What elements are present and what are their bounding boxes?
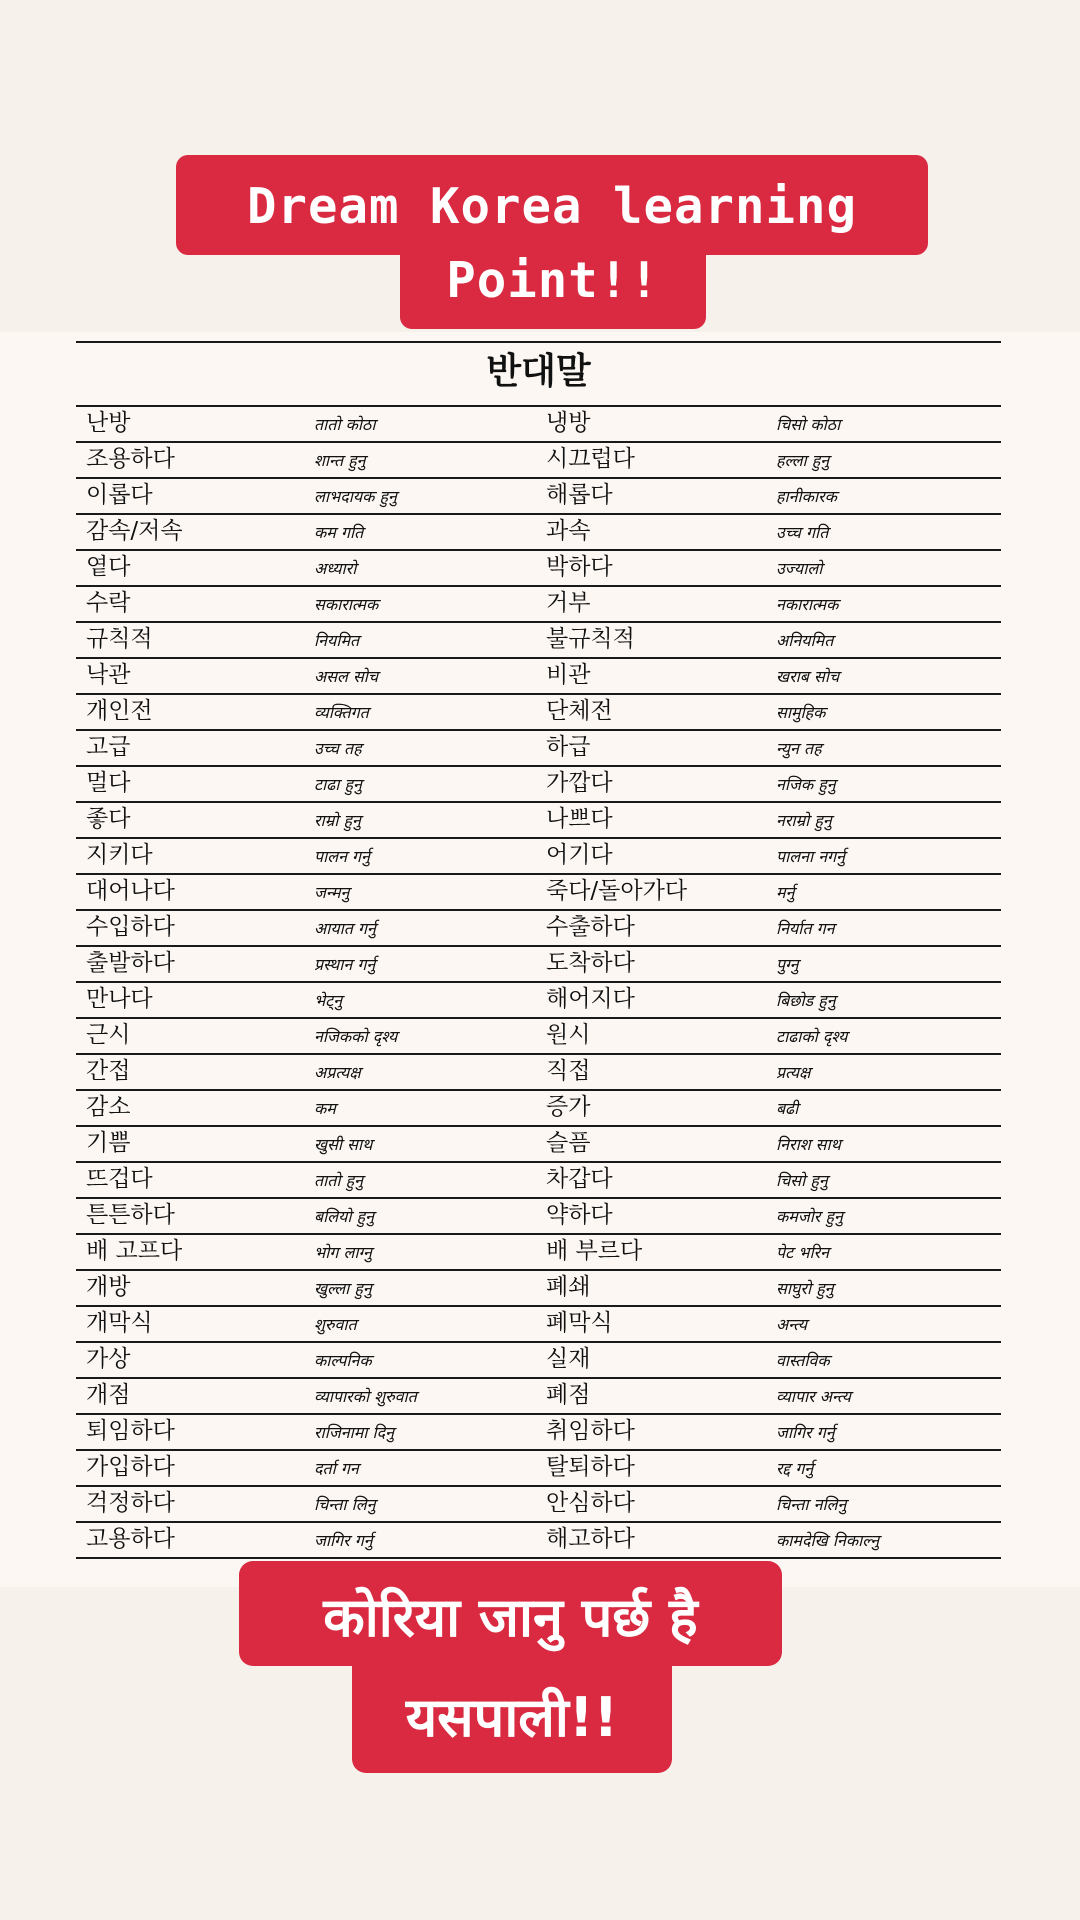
nepali-antonym-meaning: निराश साथ [776,1135,841,1154]
korean-word: 고급 [86,734,131,760]
table-row [76,839,1001,875]
nepali-meaning: उच्च तह [314,739,362,758]
nepali-meaning: बलियो हुनु [314,1207,375,1226]
nepali-meaning: अप्रत्यक्ष [314,1063,361,1082]
korean-antonym: 해고하다 [546,1526,635,1552]
nepali-meaning: कम गति [314,523,364,542]
nepali-meaning: नियमित [314,631,360,650]
korean-word: 뜨겁다 [86,1166,153,1192]
nepali-meaning: जन्मनु [314,883,350,902]
korean-word: 기쁨 [86,1130,131,1156]
table-row [76,1163,1001,1199]
korean-word: 가상 [86,1346,131,1372]
korean-antonym: 비관 [546,662,591,688]
nepali-antonym-meaning: रद्द गर्नु [776,1459,814,1478]
table-row [76,767,1001,803]
nepali-antonym-meaning: व्यापार अन्त्य [776,1387,851,1406]
nepali-meaning: नजिकको दृश्य [314,1027,398,1046]
nepali-meaning: पालन गर्नु [314,847,370,866]
table-row [76,1271,1001,1307]
table-row [76,947,1001,983]
table-row [76,983,1001,1019]
footer-text-line1: कोरिया जानु पर्छ है [323,1586,698,1649]
nepali-meaning: भोग लाग्नु [314,1243,372,1262]
nepali-antonym-meaning: हानीकारक [776,487,837,506]
nepali-antonym-meaning: कमजोर हुनु [776,1207,843,1226]
nepali-meaning: जागिर गर्नु [314,1531,373,1550]
korean-antonym: 시끄럽다 [546,446,635,472]
korean-antonym: 배 부르다 [546,1238,643,1264]
table-title: 반대말 [76,343,1001,407]
table-row [76,1451,1001,1487]
table-row [76,731,1001,767]
nepali-antonym-meaning: बढी [776,1099,799,1118]
korean-antonym: 해어지다 [546,986,635,1012]
table-row [76,911,1001,947]
korean-antonym: 냉방 [546,410,591,436]
header-title-line1: Dream Korea learning [246,178,857,235]
korean-antonym: 슬픔 [546,1130,591,1156]
nepali-antonym-meaning: नजिक हुनु [776,775,836,794]
nepali-antonym-meaning: पुग्नु [776,955,799,974]
korean-word: 수입하다 [86,914,175,940]
korean-antonym: 불규칙적 [546,626,635,652]
korean-word: 간접 [86,1058,131,1084]
korean-antonym: 하급 [546,734,591,760]
nepali-meaning: खुसी साथ [314,1135,373,1154]
table-row [76,1235,1001,1271]
korean-antonym: 수출하다 [546,914,635,940]
table-row [76,1487,1001,1523]
nepali-antonym-meaning: सामुहिक [776,703,826,722]
korean-word: 조용하다 [86,446,175,472]
korean-word: 출발하다 [86,950,175,976]
table-row [76,659,1001,695]
nepali-meaning: टाढा हुनु [314,775,362,794]
korean-word: 가입하다 [86,1454,175,1480]
nepali-meaning: चिन्ता लिनु [314,1495,376,1514]
korean-antonym: 도착하다 [546,950,635,976]
nepali-meaning: सकारात्मक [314,595,379,614]
table-row [76,551,1001,587]
korean-antonym: 거부 [546,590,591,616]
korean-word: 개점 [86,1382,131,1408]
nepali-antonym-meaning: खराब सोच [776,667,840,686]
nepali-antonym-meaning: अन्त्य [776,1315,808,1334]
korean-word: 멀다 [86,770,131,796]
korean-word: 규칙적 [86,626,153,652]
nepali-antonym-meaning: साघुरो हुनु [776,1279,834,1298]
nepali-antonym-meaning: टाढाको दृश्य [776,1027,848,1046]
nepali-antonym-meaning: चिसो कोठा [776,415,841,434]
nepali-antonym-meaning: कामदेखि निकाल्नु [776,1531,880,1550]
korean-antonym: 취임하다 [546,1418,635,1444]
korean-word: 옅다 [86,554,131,580]
nepali-meaning: राजिनामा दिनु [314,1423,395,1442]
table-row [76,1307,1001,1343]
nepali-antonym-meaning: हल्ला हुनु [776,451,830,470]
korean-antonym: 약하다 [546,1202,613,1228]
korean-word: 수락 [86,590,131,616]
korean-antonym: 과속 [546,518,591,544]
nepali-antonym-meaning: प्रत्यक्ष [776,1063,811,1082]
table-row [76,1343,1001,1379]
korean-word: 감속/저속 [86,518,183,544]
nepali-antonym-meaning: अनियमित [776,631,834,650]
korean-antonym: 어기다 [546,842,613,868]
table-row [76,587,1001,623]
nepali-meaning: भेट्नु [314,991,343,1010]
table-row [76,407,1001,443]
table-row [76,695,1001,731]
table-row [76,1091,1001,1127]
table-row [76,443,1001,479]
nepali-meaning: खुल्ला हुनु [314,1279,372,1298]
nepali-meaning: राम्रो हुनु [314,811,361,830]
nepali-meaning: तातो कोठा [314,415,376,434]
korean-word: 튼튼하다 [86,1202,175,1228]
korean-word: 근시 [86,1022,131,1048]
nepali-meaning: काल्पनिक [314,1351,372,1370]
table-row [76,1379,1001,1415]
antonym-table [76,341,1001,1559]
korean-antonym: 증가 [546,1094,591,1120]
table-row [76,1523,1001,1559]
nepali-antonym-meaning: चिसो हुनु [776,1171,828,1190]
nepali-antonym-meaning: वास्तविक [776,1351,830,1370]
nepali-antonym-meaning: उज्यालो [776,559,823,578]
korean-antonym: 안심하다 [546,1490,635,1516]
header-title-line2: Point!! [446,252,660,309]
table-row [76,1199,1001,1235]
nepali-antonym-meaning: निर्यात गन [776,919,835,938]
table-row [76,479,1001,515]
nepali-antonym-meaning: न्युन तह [776,739,822,758]
korean-word: 감소 [86,1094,131,1120]
nepali-meaning: शुरुवात [314,1315,357,1334]
nepali-meaning: अध्यारो [314,559,357,578]
nepali-meaning: दर्ता गन [314,1459,359,1478]
korean-antonym: 가깝다 [546,770,613,796]
table-row [76,1055,1001,1091]
nepali-meaning: आयात गर्नु [314,919,376,938]
korean-antonym: 박하다 [546,554,613,580]
korean-antonym: 원시 [546,1022,591,1048]
nepali-antonym-meaning: मर्नु [776,883,795,902]
korean-word: 고용하다 [86,1526,175,1552]
table-row [76,875,1001,911]
korean-word: 개방 [86,1274,131,1300]
nepali-meaning: प्रस्थान गर्नु [314,955,376,974]
nepali-meaning: व्यक्तिगत [314,703,369,722]
footer-text-line2: यसपाली!! [405,1686,619,1749]
nepali-antonym-meaning: नकारात्मक [776,595,839,614]
nepali-antonym-meaning: पेट भरिन [776,1243,830,1262]
korean-antonym: 죽다/돌아가다 [546,878,688,904]
nepali-meaning: लाभदायक हुनु [314,487,397,506]
korean-word: 난방 [86,410,131,436]
korean-antonym: 차갑다 [546,1166,613,1192]
table-row [76,803,1001,839]
korean-word: 이롭다 [86,482,153,508]
korean-word: 개막식 [86,1310,153,1336]
nepali-meaning: तातो हुनु [314,1171,363,1190]
nepali-antonym-meaning: बिछोड हुनु [776,991,836,1010]
korean-antonym: 나쁘다 [546,806,613,832]
nepali-meaning: कम [314,1099,336,1118]
nepali-meaning: शान्त हुनु [314,451,366,470]
nepali-antonym-meaning: चिन्ता नलिनु [776,1495,847,1514]
korean-antonym: 폐쇄 [546,1274,591,1300]
korean-antonym: 직접 [546,1058,591,1084]
nepali-antonym-meaning: उच्च गति [776,523,829,542]
korean-word: 만나다 [86,986,153,1012]
korean-antonym: 폐막식 [546,1310,613,1336]
nepali-antonym-meaning: नराम्रो हुनु [776,811,832,830]
korean-word: 좋다 [86,806,131,832]
korean-antonym: 탈퇴하다 [546,1454,635,1480]
korean-word: 개인전 [86,698,153,724]
nepali-antonym-meaning: जागिर गर्नु [776,1423,835,1442]
korean-word: 낙관 [86,662,131,688]
nepali-meaning: व्यापारको शुरुवात [314,1387,417,1406]
korean-word: 대어나다 [86,878,175,904]
korean-antonym: 해롭다 [546,482,613,508]
table-row [76,1127,1001,1163]
table-row [76,1415,1001,1451]
table-row [76,1019,1001,1055]
korean-antonym: 실재 [546,1346,591,1372]
korean-word: 지키다 [86,842,153,868]
nepali-meaning: असल सोच [314,667,379,686]
korean-word: 걱정하다 [86,1490,175,1516]
korean-antonym: 폐점 [546,1382,591,1408]
table-row [76,515,1001,551]
korean-antonym: 단체전 [546,698,613,724]
table-row [76,623,1001,659]
nepali-antonym-meaning: पालना नगर्नु [776,847,845,866]
korean-word: 배 고프다 [86,1238,183,1264]
korean-word: 퇴임하다 [86,1418,175,1444]
